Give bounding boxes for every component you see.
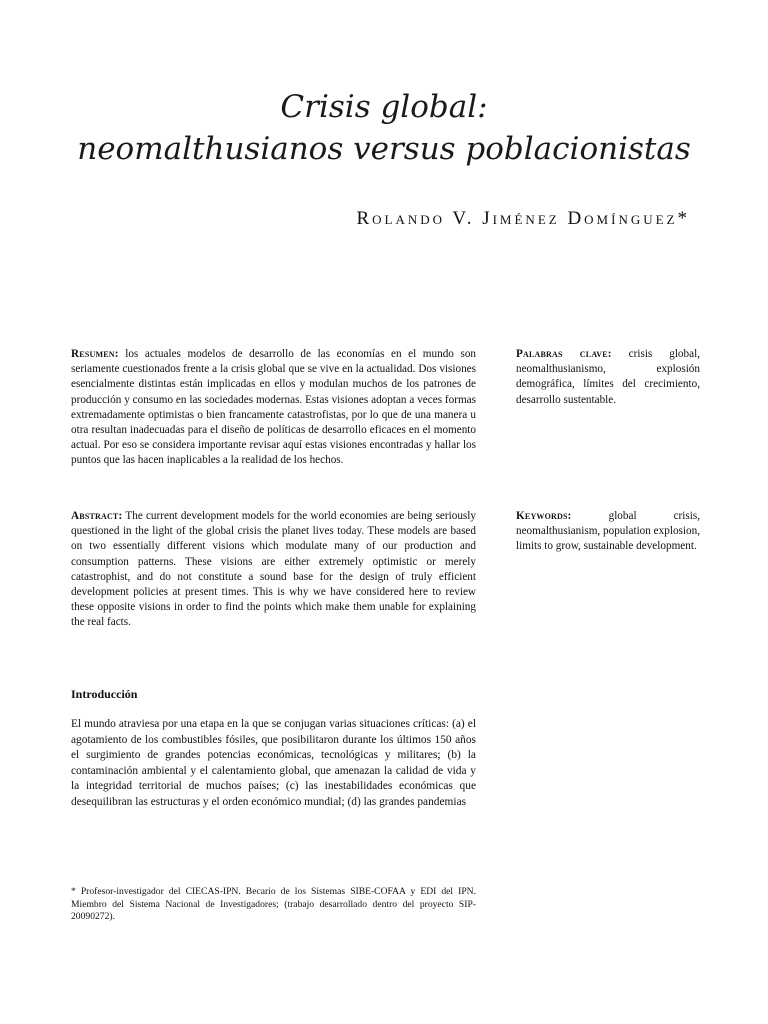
- abstract-text: The current development models for the world economies are being seriously questioned in the light of the global crisis the planet lives today. These models are based on two essentially different visions which modulate many of our production and consumption patterns. These visions are either extremely optimistic or merely catastrophist, and do not constitute a sound base for the design of truly efficient development policies at present times. This is why we have considered here to review these opposite visions in order to find the points which make them unable for explaining the real facts.: [71, 510, 476, 629]
- section-heading-introduccion: Introducción: [71, 687, 138, 701]
- resumen-paragraph: [71, 347, 476, 469]
- title-line-2: neomalthusianos versus poblacionistas: [77, 131, 691, 167]
- article-title: [0, 86, 768, 170]
- keywords-paragraph: [516, 509, 700, 555]
- abstract-label: Abstract:: [71, 510, 123, 522]
- introduccion-paragraph: El mundo atraviesa por una etapa en la que se conjugan varias situaciones críticas: (a) el agotamiento de los combustibles fósiles, que posibilitaron durante los últimos 150 años el surgimiento de grandes potencias económicas, tecnológicas y militares; (b) la contaminación ambiental y el calentamiento global, que amenazan la calidad de vida y la integridad territorial de muchos países; (c) las inestabilidades económicas que desequilibran las estructuras y el orden económico mundial; (d) las grandes pandemias: [71, 718, 476, 808]
- resumen-text: los actuales modelos de desarrollo de las economías en el mundo son seriamente cuestionados frente a la crisis global que se vive en la actualidad. Dos visiones esencialmente distintas están implicadas en ellos y modulan muchos de los patrones de producción y consumo en las sociedades modernas. Estas visiones adoptan a veces formas extremadamente optimistas o bien francamente catastrofistas, por lo que de una manera u otra resultan inadecuadas para el diseño de políticas de desarrollo eficaces en el momento actual. Por eso se considera importante revisar aquí estas visiones encontradas y hallar los puntos que las hacen inaplicables a la realidad de los hechos.: [71, 348, 477, 467]
- keywords-text: global crisis, neomalthusianism, population explosion, limits to grow, sustainable development.: [516, 510, 700, 553]
- palabras-clave-paragraph: [516, 347, 700, 408]
- author-name: Rolando V. Jiménez Domínguez*: [356, 208, 690, 229]
- palabras-clave-label: Palabras clave:: [516, 348, 612, 360]
- title-line-1: Crisis global:: [280, 89, 488, 125]
- abstract-paragraph: [71, 509, 476, 631]
- author-footnote: * Profesor-investigador del CIECAS-IPN. Becario de los Sistemas SIBE-COFAA y EDI del IPN. Miembro del Sistema Nacional de Investigadores; (trabajo desarrollado dentro del proyecto SIP-20090272).: [71, 886, 476, 923]
- resumen-label: Resumen:: [71, 348, 119, 360]
- palabras-clave-text: crisis global, neomalthusianismo, explosión demográfica, límites del crecimiento, desarrollo sustentable.: [516, 348, 700, 406]
- keywords-label: Keywords:: [516, 510, 572, 522]
